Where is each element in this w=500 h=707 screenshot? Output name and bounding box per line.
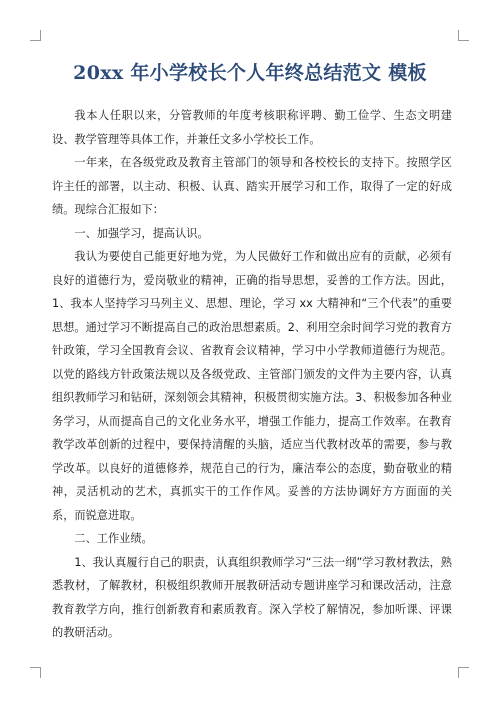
paragraph-intro: 我本人任职以来，分管教师的年度考核职称评聘、勤工俭学、生态文明建设、教学管理等具体工作，并兼任文多小学校长工作。 (52, 109, 452, 146)
paragraph-study: 我认为要使自己能更好地为党，为人民做好工作和做出应有的贡献，必须有良好的道德行为，爱岗敬业的精神，正确的指导思想，妥善的工作方法。因此，1、我本人坚持学习马列主义、思想、理论，学习 xx 大精神和“三个代表”的重要思想。通过学习不断提高自己的政治思想素质。2、利用空余时间学习党的教育方针政策，学习全国教育会议、省教育会议精神，学习中小学教师道德行为规范。以党的路线方针政策法规以及各级党政、主管部门颁发的文件为主要内容，认真组织教师学习和钻研，深刻领会其精神，积极贯彻实施方法。3、积极参加各种业务学习，从而提高自己的文化业务水平，增强工作能力，提高工作效率。在教育教学改革创新的过程中，要保持清醒的头脑，适应当代教材改革的需要，参与教学改革。以良好的道德修养，规范自己的行为，廉洁奉公的态度，勤奋敬业的精神，灵活机动的艺术，真抓实干的工作作风。妥善的方法协调好方方面面的关系，而锐意进取。 (52, 250, 452, 522)
document-body (52, 104, 452, 645)
crop-mark-top-right (458, 30, 469, 41)
paragraph-overview: 一年来，在各级党政及教育主管部门的领导和各校校长的支持下。按照学区许主任的部署，以主动、积极、认真、踏实开展学习和工作，取得了一定的好成绩。现综合汇报如下： (52, 156, 452, 216)
paragraph-achievements: 1、我认真履行自己的职责，认真组织教师学习“三法一纲”学习教材教法，熟悉教材，了解教材，积极组织教师开展教研活动专题讲座学习和课改活动，注意教育教学方向，推行创新教育和素质教育。深入学校了解情况，参加听课、评课的教研活动。 (52, 555, 452, 639)
section-heading-achievements: 二、工作业绩。 (74, 532, 153, 545)
crop-mark-bottom-right (458, 667, 469, 678)
section-heading-study: 一、加强学习，提高认识。 (74, 226, 209, 240)
document-title: 20xx 年小学校长个人年终总结范文 模板 (73, 62, 427, 84)
crop-mark-top-left (30, 30, 41, 41)
crop-mark-bottom-left (30, 667, 41, 678)
